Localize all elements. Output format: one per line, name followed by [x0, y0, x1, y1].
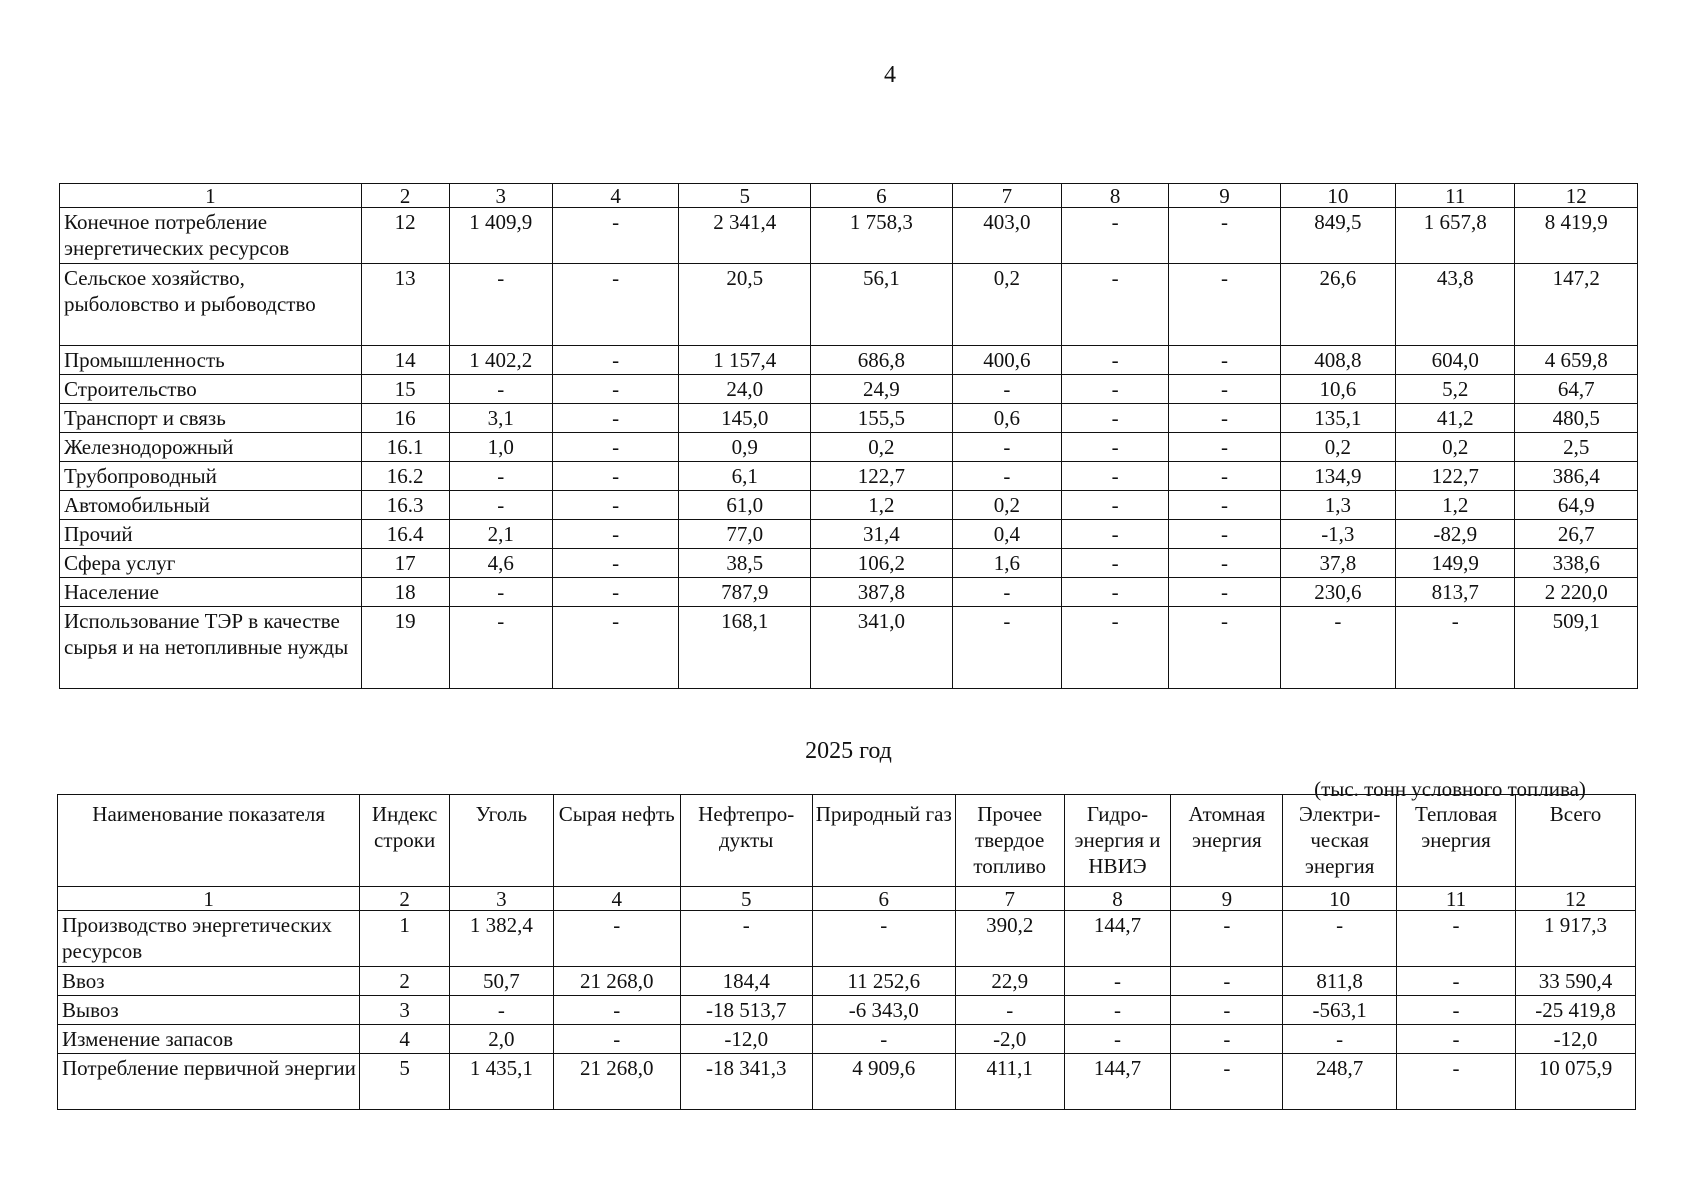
- value-cell: -: [553, 911, 680, 967]
- value-cell: -: [552, 607, 679, 689]
- value-cell: -: [1062, 578, 1169, 607]
- value-cell: 509,1: [1515, 607, 1638, 689]
- value-cell: -: [952, 607, 1061, 689]
- value-cell: 341,0: [811, 607, 953, 689]
- value-cell: -: [1062, 208, 1169, 264]
- row-name: Прочий: [60, 520, 362, 549]
- value-cell: -: [1397, 967, 1516, 996]
- value-cell: 122,7: [1396, 462, 1515, 491]
- value-cell: -: [449, 996, 553, 1025]
- value-cell: -: [1169, 208, 1280, 264]
- row-index: 16: [361, 404, 449, 433]
- value-cell: 1,0: [449, 433, 552, 462]
- row-name: Производство энергетических ресурсов: [58, 911, 360, 967]
- value-cell: -: [1169, 491, 1280, 520]
- value-cell: 24,0: [679, 375, 811, 404]
- value-cell: 1 758,3: [811, 208, 953, 264]
- value-cell: -: [1171, 996, 1283, 1025]
- row-name: Конечное потребление энергетических ресурсов: [60, 208, 362, 264]
- value-cell: -: [1283, 911, 1397, 967]
- value-cell: 0,9: [679, 433, 811, 462]
- table-row: [60, 404, 1638, 433]
- row-name: Сельское хозяйство, рыболовство и рыбоводство: [60, 264, 362, 346]
- value-cell: -: [1397, 1054, 1516, 1110]
- value-cell: 6,1: [679, 462, 811, 491]
- value-cell: 168,1: [679, 607, 811, 689]
- table-row: [60, 346, 1638, 375]
- value-cell: -: [552, 264, 679, 346]
- row-index: 15: [361, 375, 449, 404]
- value-cell: -: [552, 404, 679, 433]
- value-cell: 144,7: [1064, 1054, 1171, 1110]
- value-cell: -: [952, 462, 1061, 491]
- row-name: Промышленность: [60, 346, 362, 375]
- value-cell: 4 659,8: [1515, 346, 1638, 375]
- row-index: 3: [360, 996, 450, 1025]
- value-cell: -: [1397, 1025, 1516, 1054]
- value-cell: -: [553, 996, 680, 1025]
- value-cell: 20,5: [679, 264, 811, 346]
- column-number: 5: [680, 887, 812, 911]
- value-cell: -25 419,8: [1515, 996, 1635, 1025]
- value-cell: -12,0: [1515, 1025, 1635, 1054]
- column-number: 11: [1397, 887, 1516, 911]
- column-number: 8: [1062, 184, 1169, 208]
- value-cell: 24,9: [811, 375, 953, 404]
- column-number: 4: [553, 887, 680, 911]
- column-number: 1: [58, 887, 360, 911]
- value-cell: 1 435,1: [449, 1054, 553, 1110]
- value-cell: 813,7: [1396, 578, 1515, 607]
- column-number: 10: [1280, 184, 1395, 208]
- value-cell: -: [812, 1025, 955, 1054]
- value-cell: -: [1280, 607, 1395, 689]
- page-number: 4: [884, 62, 896, 88]
- value-cell: -18 341,3: [680, 1054, 812, 1110]
- value-cell: 149,9: [1396, 549, 1515, 578]
- value-cell: 144,7: [1064, 911, 1171, 967]
- value-cell: -: [1169, 433, 1280, 462]
- row-name: Строительство: [60, 375, 362, 404]
- row-index: 16.4: [361, 520, 449, 549]
- value-cell: -: [552, 578, 679, 607]
- value-cell: 686,8: [811, 346, 953, 375]
- value-cell: -: [952, 433, 1061, 462]
- value-cell: -: [1062, 264, 1169, 346]
- row-name: Трубопроводный: [60, 462, 362, 491]
- column-number: 12: [1515, 184, 1638, 208]
- value-cell: 1 382,4: [449, 911, 553, 967]
- value-cell: -: [1397, 996, 1516, 1025]
- value-cell: 387,8: [811, 578, 953, 607]
- value-cell: 64,7: [1515, 375, 1638, 404]
- value-cell: -: [1062, 433, 1169, 462]
- table-row: [58, 1025, 1636, 1054]
- row-index: 19: [361, 607, 449, 689]
- value-cell: -: [1062, 346, 1169, 375]
- value-cell: -: [449, 462, 552, 491]
- value-cell: -: [552, 491, 679, 520]
- value-cell: 1 157,4: [679, 346, 811, 375]
- energy-balance-2025-table: [57, 794, 1636, 1110]
- row-name: Изменение запасов: [58, 1025, 360, 1054]
- value-cell: -1,3: [1280, 520, 1395, 549]
- table-row: [60, 520, 1638, 549]
- column-header: Уголь: [449, 795, 553, 887]
- value-cell: 50,7: [449, 967, 553, 996]
- value-cell: 26,6: [1280, 264, 1395, 346]
- row-name: Ввоз: [58, 967, 360, 996]
- value-cell: 403,0: [952, 208, 1061, 264]
- value-cell: -: [1062, 491, 1169, 520]
- column-number: 6: [812, 887, 955, 911]
- value-cell: 0,2: [952, 491, 1061, 520]
- row-index: 1: [360, 911, 450, 967]
- value-cell: 0,4: [952, 520, 1061, 549]
- column-number: 2: [360, 887, 450, 911]
- value-cell: -: [449, 375, 552, 404]
- row-index: 18: [361, 578, 449, 607]
- value-cell: 135,1: [1280, 404, 1395, 433]
- value-cell: 230,6: [1280, 578, 1395, 607]
- column-header: Природный газ: [812, 795, 955, 887]
- value-cell: -: [449, 264, 552, 346]
- value-cell: -18 513,7: [680, 996, 812, 1025]
- value-cell: 184,4: [680, 967, 812, 996]
- value-cell: 31,4: [811, 520, 953, 549]
- row-index: 13: [361, 264, 449, 346]
- table-row: [60, 578, 1638, 607]
- value-cell: 480,5: [1515, 404, 1638, 433]
- value-cell: 4 909,6: [812, 1054, 955, 1110]
- table-row: [60, 462, 1638, 491]
- value-cell: 61,0: [679, 491, 811, 520]
- value-cell: 33 590,4: [1515, 967, 1635, 996]
- value-cell: 10,6: [1280, 375, 1395, 404]
- value-cell: -: [552, 208, 679, 264]
- value-cell: -: [552, 375, 679, 404]
- value-cell: 38,5: [679, 549, 811, 578]
- value-cell: 26,7: [1515, 520, 1638, 549]
- value-cell: 147,2: [1515, 264, 1638, 346]
- row-name: Транспорт и связь: [60, 404, 362, 433]
- column-number: 7: [955, 887, 1064, 911]
- value-cell: 0,2: [811, 433, 953, 462]
- table-row: [60, 491, 1638, 520]
- value-cell: 1,3: [1280, 491, 1395, 520]
- value-cell: -: [952, 375, 1061, 404]
- column-number: 10: [1283, 887, 1397, 911]
- column-header: Атомная энергия: [1171, 795, 1283, 887]
- value-cell: -2,0: [955, 1025, 1064, 1054]
- value-cell: -: [552, 462, 679, 491]
- value-cell: -: [1169, 607, 1280, 689]
- value-cell: 2,0: [449, 1025, 553, 1054]
- row-index: 4: [360, 1025, 450, 1054]
- value-cell: 10 075,9: [1515, 1054, 1635, 1110]
- table-row: [60, 549, 1638, 578]
- value-cell: 411,1: [955, 1054, 1064, 1110]
- table-row: [60, 607, 1638, 689]
- value-cell: -: [1064, 996, 1171, 1025]
- value-cell: -12,0: [680, 1025, 812, 1054]
- column-number: 3: [449, 887, 553, 911]
- table-row: [60, 264, 1638, 346]
- value-cell: 386,4: [1515, 462, 1638, 491]
- row-index: 14: [361, 346, 449, 375]
- value-cell: 0,2: [952, 264, 1061, 346]
- value-cell: 41,2: [1396, 404, 1515, 433]
- value-cell: -: [449, 491, 552, 520]
- value-cell: 2,1: [449, 520, 552, 549]
- value-cell: 145,0: [679, 404, 811, 433]
- value-cell: -: [1169, 346, 1280, 375]
- table-row: [58, 911, 1636, 967]
- value-cell: -: [1171, 911, 1283, 967]
- column-number: 3: [449, 184, 552, 208]
- value-cell: 77,0: [679, 520, 811, 549]
- table-row: [60, 433, 1638, 462]
- value-cell: -: [1064, 1025, 1171, 1054]
- value-cell: -: [1169, 462, 1280, 491]
- column-header: Гидро-энергия и НВИЭ: [1064, 795, 1171, 887]
- column-header: Наименование показателя: [58, 795, 360, 887]
- column-header: Электри-ческая энергия: [1283, 795, 1397, 887]
- value-cell: 56,1: [811, 264, 953, 346]
- column-number-row: [60, 184, 1638, 208]
- row-name: Железнодорожный: [60, 433, 362, 462]
- value-cell: 338,6: [1515, 549, 1638, 578]
- value-cell: 1,2: [811, 491, 953, 520]
- value-cell: 21 268,0: [553, 1054, 680, 1110]
- value-cell: 1,2: [1396, 491, 1515, 520]
- value-cell: -: [1062, 607, 1169, 689]
- value-cell: -: [552, 346, 679, 375]
- table-row: [60, 375, 1638, 404]
- header-row: [58, 795, 1636, 887]
- value-cell: -: [552, 433, 679, 462]
- value-cell: -: [812, 911, 955, 967]
- value-cell: -: [1169, 375, 1280, 404]
- value-cell: -: [1062, 375, 1169, 404]
- row-name: Сфера услуг: [60, 549, 362, 578]
- value-cell: 849,5: [1280, 208, 1395, 264]
- value-cell: 408,8: [1280, 346, 1395, 375]
- units-note: (тыс. тонн условного топлива): [1314, 777, 1586, 801]
- table-row: [60, 208, 1638, 264]
- value-cell: 122,7: [811, 462, 953, 491]
- table-row: [58, 1054, 1636, 1110]
- column-number: 4: [552, 184, 679, 208]
- value-cell: 5,2: [1396, 375, 1515, 404]
- value-cell: 811,8: [1283, 967, 1397, 996]
- value-cell: 1 657,8: [1396, 208, 1515, 264]
- value-cell: -: [1171, 1054, 1283, 1110]
- column-number: 5: [679, 184, 811, 208]
- energy-consumption-table: [59, 183, 1638, 689]
- column-number-row: [58, 887, 1636, 911]
- row-index: 17: [361, 549, 449, 578]
- value-cell: -: [1064, 967, 1171, 996]
- row-name: Потребление первичной энергии: [58, 1054, 360, 1110]
- value-cell: 64,9: [1515, 491, 1638, 520]
- value-cell: 1,6: [952, 549, 1061, 578]
- value-cell: 11 252,6: [812, 967, 955, 996]
- value-cell: -: [553, 1025, 680, 1054]
- value-cell: 3,1: [449, 404, 552, 433]
- value-cell: 400,6: [952, 346, 1061, 375]
- row-name: Использование ТЭР в качестве сырья и на нетопливные нужды: [60, 607, 362, 689]
- column-number: 11: [1396, 184, 1515, 208]
- value-cell: 106,2: [811, 549, 953, 578]
- value-cell: -: [1169, 404, 1280, 433]
- value-cell: 0,2: [1280, 433, 1395, 462]
- column-header: Сырая нефть: [553, 795, 680, 887]
- column-number: 8: [1064, 887, 1171, 911]
- column-header: Тепловая энергия: [1397, 795, 1516, 887]
- value-cell: 155,5: [811, 404, 953, 433]
- value-cell: -: [1171, 967, 1283, 996]
- column-header: Нефтепро-дукты: [680, 795, 812, 887]
- row-name: Вывоз: [58, 996, 360, 1025]
- value-cell: -: [1283, 1025, 1397, 1054]
- value-cell: -: [552, 520, 679, 549]
- row-index: 2: [360, 967, 450, 996]
- value-cell: -: [449, 607, 552, 689]
- table-row: [58, 967, 1636, 996]
- column-number: 12: [1515, 887, 1635, 911]
- value-cell: -: [952, 578, 1061, 607]
- row-index: 16.2: [361, 462, 449, 491]
- table-row: [58, 996, 1636, 1025]
- row-name: Население: [60, 578, 362, 607]
- value-cell: 4,6: [449, 549, 552, 578]
- value-cell: -: [1397, 911, 1516, 967]
- value-cell: 2 220,0: [1515, 578, 1638, 607]
- column-number: 1: [60, 184, 362, 208]
- value-cell: 37,8: [1280, 549, 1395, 578]
- value-cell: -: [1169, 578, 1280, 607]
- value-cell: -: [1169, 520, 1280, 549]
- value-cell: 22,9: [955, 967, 1064, 996]
- column-header: Прочее твердое топливо: [955, 795, 1064, 887]
- row-index: 12: [361, 208, 449, 264]
- value-cell: -: [1062, 462, 1169, 491]
- value-cell: 0,6: [952, 404, 1061, 433]
- value-cell: 787,9: [679, 578, 811, 607]
- column-header: Индекс строки: [360, 795, 450, 887]
- year-title: 2025 год: [805, 738, 892, 764]
- column-number: 9: [1169, 184, 1280, 208]
- value-cell: -: [1169, 549, 1280, 578]
- value-cell: -: [680, 911, 812, 967]
- value-cell: 8 419,9: [1515, 208, 1638, 264]
- value-cell: -: [1171, 1025, 1283, 1054]
- value-cell: 0,2: [1396, 433, 1515, 462]
- row-index: 16.3: [361, 491, 449, 520]
- value-cell: 134,9: [1280, 462, 1395, 491]
- column-number: 9: [1171, 887, 1283, 911]
- column-number: 6: [811, 184, 953, 208]
- value-cell: 390,2: [955, 911, 1064, 967]
- value-cell: -: [1062, 520, 1169, 549]
- value-cell: -: [1062, 549, 1169, 578]
- value-cell: -82,9: [1396, 520, 1515, 549]
- value-cell: -: [1062, 404, 1169, 433]
- value-cell: -6 343,0: [812, 996, 955, 1025]
- value-cell: 1 402,2: [449, 346, 552, 375]
- value-cell: 2 341,4: [679, 208, 811, 264]
- value-cell: -: [1169, 264, 1280, 346]
- column-header: Всего: [1515, 795, 1635, 887]
- value-cell: 1 917,3: [1515, 911, 1635, 967]
- column-number: 7: [952, 184, 1061, 208]
- value-cell: -563,1: [1283, 996, 1397, 1025]
- row-name: Автомобильный: [60, 491, 362, 520]
- value-cell: -: [552, 549, 679, 578]
- value-cell: 2,5: [1515, 433, 1638, 462]
- value-cell: 43,8: [1396, 264, 1515, 346]
- column-number: 2: [361, 184, 449, 208]
- value-cell: 604,0: [1396, 346, 1515, 375]
- value-cell: -: [955, 996, 1064, 1025]
- value-cell: -: [1396, 607, 1515, 689]
- value-cell: -: [449, 578, 552, 607]
- value-cell: 21 268,0: [553, 967, 680, 996]
- value-cell: 248,7: [1283, 1054, 1397, 1110]
- row-index: 5: [360, 1054, 450, 1110]
- row-index: 16.1: [361, 433, 449, 462]
- value-cell: 1 409,9: [449, 208, 552, 264]
